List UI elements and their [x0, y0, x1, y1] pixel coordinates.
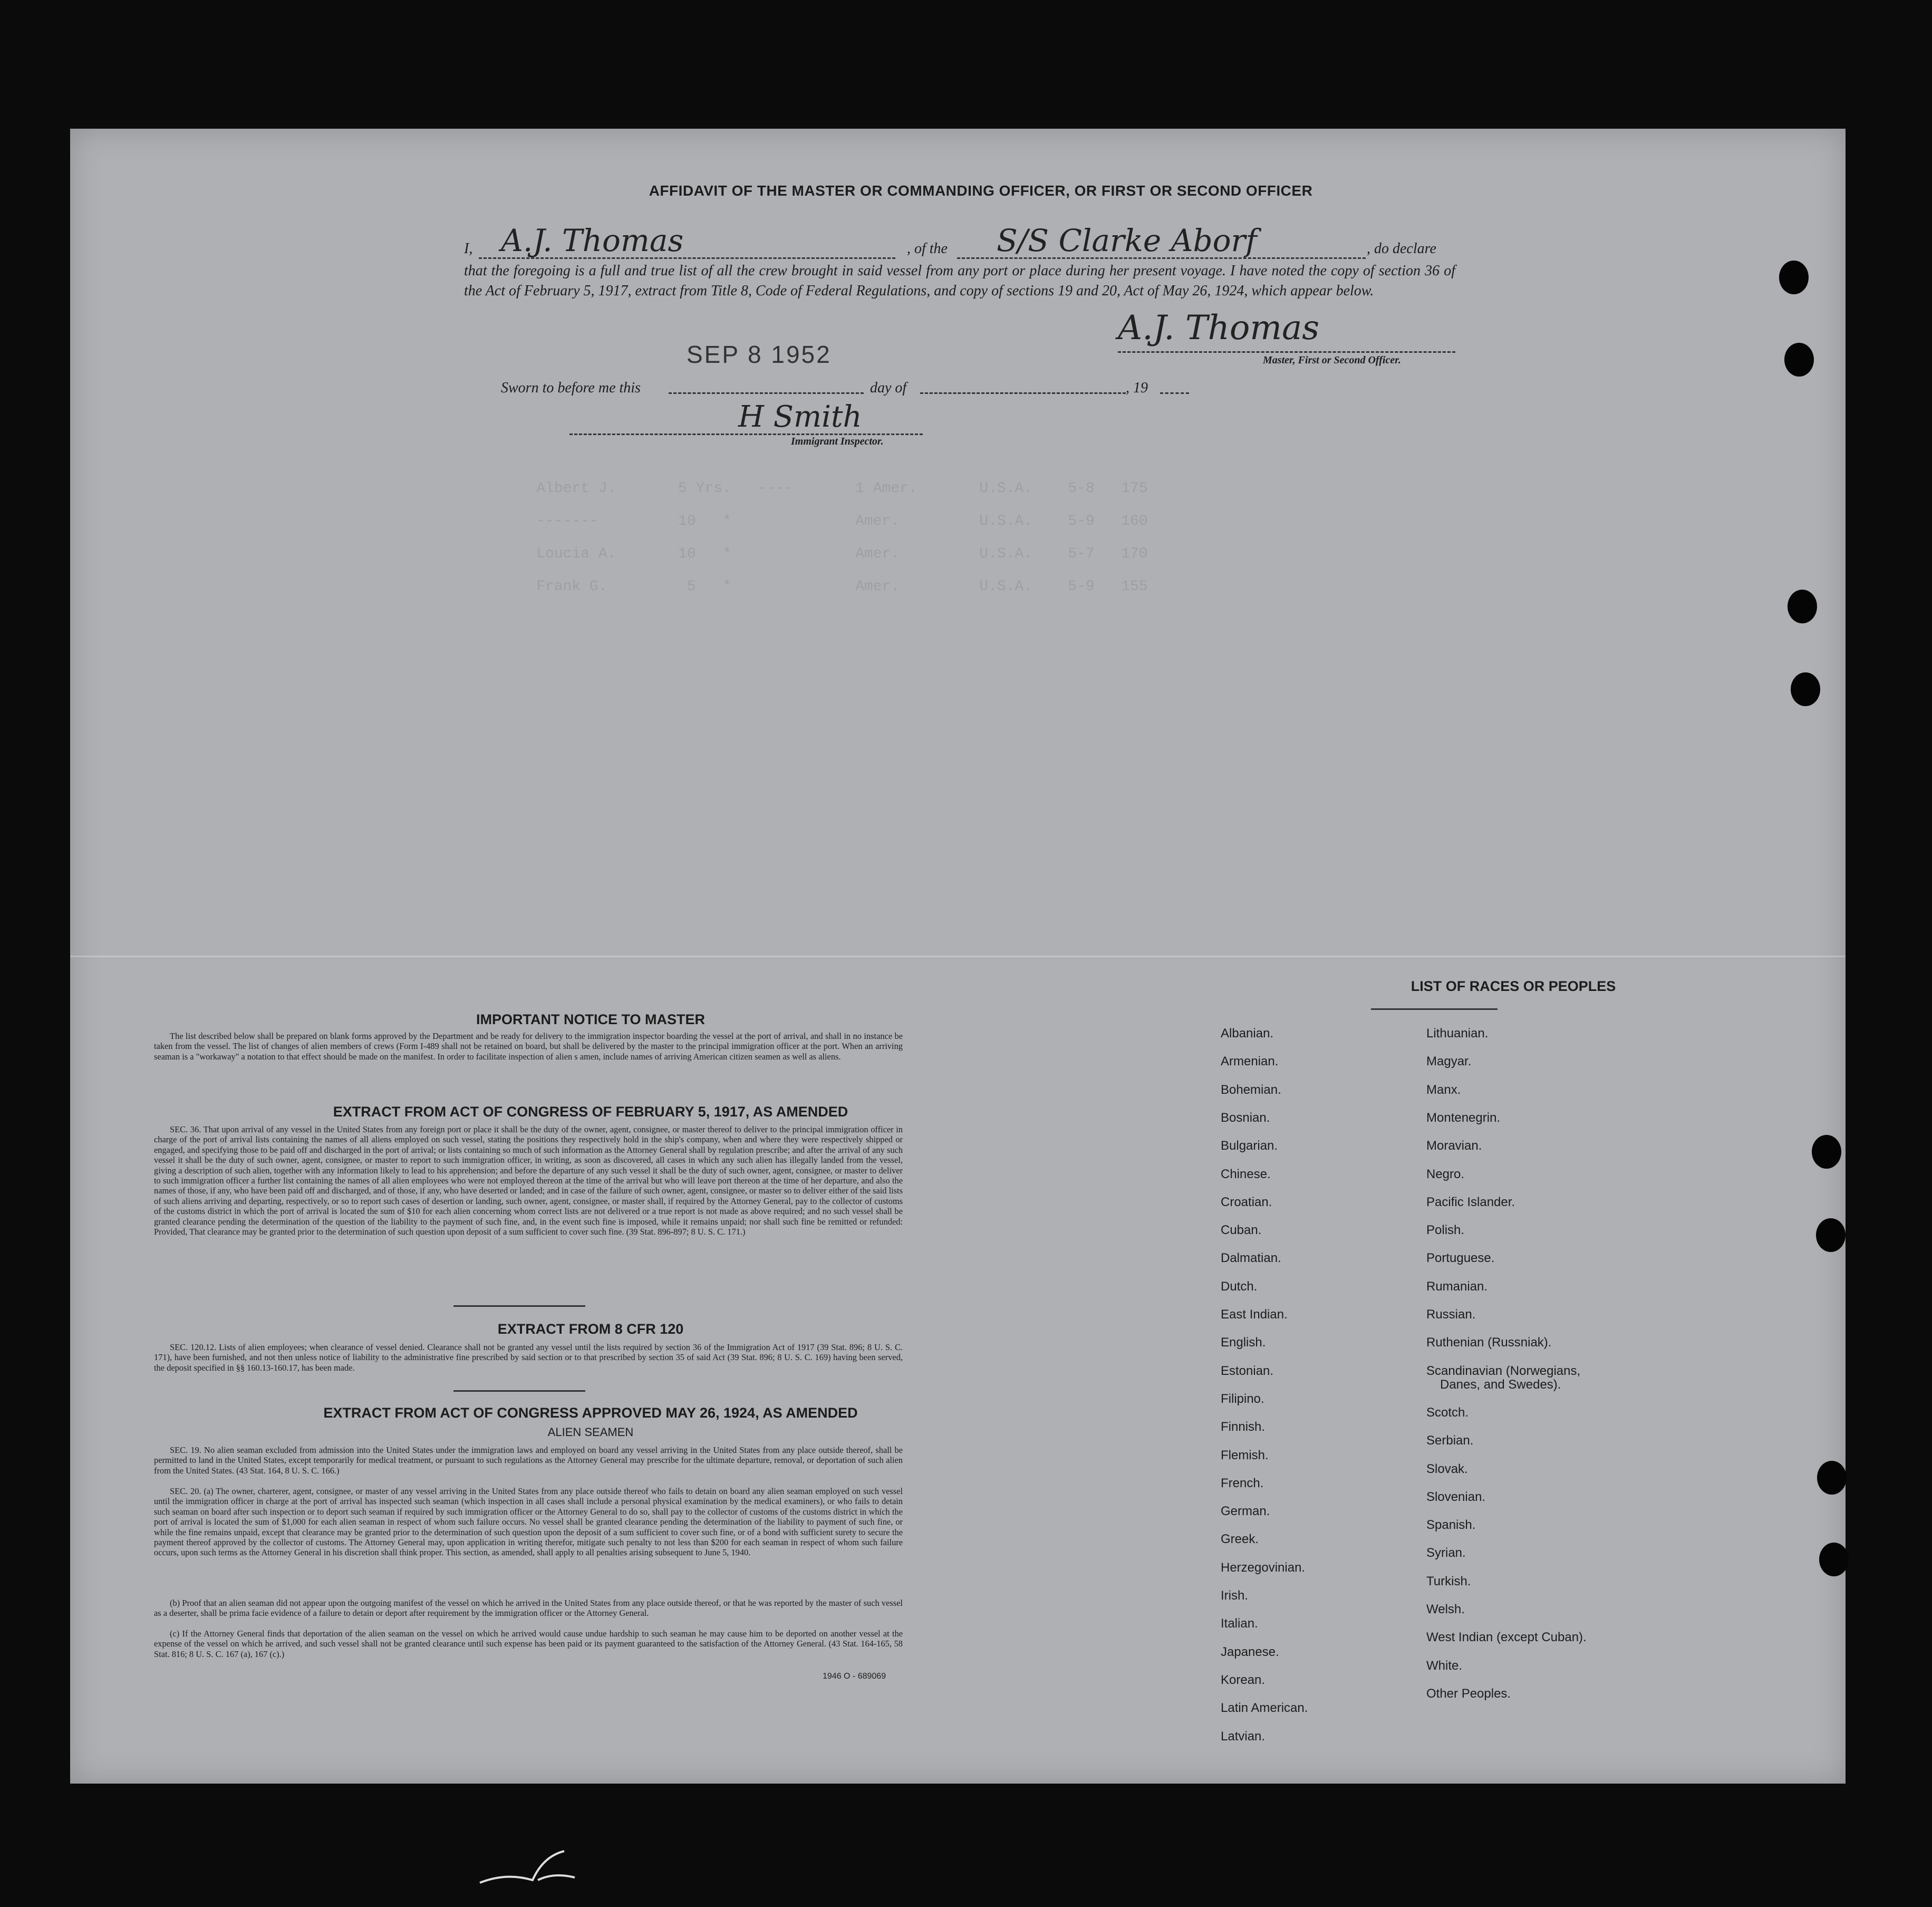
signer-handwritten: A.J. Thomas	[501, 223, 684, 258]
notice-text: The list described below shall be prepared on blank forms approved by the Department and be ready for delivery to the immigration inspector boarding the vessel at the port of arrival, and shall in no instance be taken from the vessel. The list of changes of alien members of crews (Form I-489 shall not be retained on board, but shall be delivered by the master to the principal immigration officer at the port. When an arriving seaman is a "workaway" a notation to that effect should be made on the manifest. In order to facilitate inspection of alien s amen, include names of arriving American citizen seamen as well as aliens.	[154, 1031, 903, 1062]
sec-20a-text: SEC. 20. (a) The owner, charterer, agent, consignee, or master of any vessel arriving in the United States from any place outside thereof who fails to detain on board any alien seaman employed on such vessel until the immigration officer in charge at the port of arrival has inspected such seaman (which inspection in all cases shall include a personal physical examination by the medical examiners), or who fails to detain such seaman on board after such inspection or to deport such seaman if required by such immigration officer or the Attorney General to do so, shall pay to the collector of customs of the customs district in which the port of arrival is located the sum of $1,000 for each alien seaman in respect of whom such failure occurs. No vessel shall be granted clearance pending the determination of the liability to payment of such fine, or while the fine remains unpaid, except that clearance may be granted prior to the determination of such question upon the deposit of a sum sufficient to cover such fine, or of a bond with sufficient surety to secure the payment thereof approved by the collector of customs. The Attorney General may, upon application in writing therefor, mitigate such penalty to not less than $200 for each seaman in respect of whom such failure occurs, upon such terms as the Attorney General in his discretion shall think proper. This section, as amended, shall apply to all penalties arising subsequent to June 5, 1940.	[154, 1486, 903, 1558]
extract-1924-title: EXTRACT FROM ACT OF CONGRESS APPROVED MAY 26, 1924, AS AMENDED	[323, 1405, 858, 1421]
race-item: Latin American.	[1221, 1701, 1308, 1716]
of-the-label: , of the	[907, 240, 948, 257]
race-item: Turkish.	[1426, 1574, 1471, 1588]
race-item: Negro.	[1426, 1167, 1465, 1181]
extract-1917-text: SEC. 36. That upon arrival of any vessel in the United States from any foreign port or place it shall be the duty of the owner, agent, consignee, or master thereof to deliver to the principal immigration officer in charge of the port of arrival lists containing the names of all aliens employed on such vessel, stating the positions they respectively hold in the ship's company, when and where they were respectively shipped or engaged, and specifying those to be paid off and discharged in the port of arrival; or lists containing so much of such information as the Attorney General shall by regulation prescribe; and after the arrival of any such vessel it shall be the duty of such owner, agent, consignee, or master to report to such immigration officer, in writing, as soon as discovered, all cases in which any such alien has illegally landed from the vessel, giving a description of such alien, together with any information likely to lead to his apprehension; and before the departure of any such vessel it shall be the duty of such owner, agent, consignee, or master to deliver to such immigration officer a further list containing the names of all alien employees who were not employed thereon at the time of the arrival but who will leave port thereon at the time of her departure, and also the names of those, if any, who have been paid off and discharged, and of those, if any, who have deserted or landed; and in case of the failure of such owner, agent, consignee, or master so to deliver either of the said lists of such aliens arriving and departing, respectively, or so to report such cases of desertion or landing, such owner, agent, consignee, or master shall, if required by the Attorney General, pay to the collector of customs of the customs district in which the port of arrival is located the sum of $10 for each alien concerning whom correct lists are not delivered or a true report is not made as above required; and no such vessel shall be granted clearance pending the determination of the question of the liability to the payment of such fine, and, in the event such fine is imposed, while it remains unpaid; nor shall such fine be remitted or refunded: Provided, That clearance may be granted prior to the determination of such question upon deposit of a sum sufficient to cover such fine. (39 Stat. 896-897; 8 U. S. C. 171.)	[154, 1124, 903, 1237]
extract-cfr-text: SEC. 120.12. Lists of alien employees; when clearance of vessel denied. Clearance shall not be granted any vessel until the lists required by section 36 of the Immigration Act of 1917 (39 Stat. 896; 8 U. S. C. 171), have been furnished, and not then unless notice of liability to the administrative fine prescribed by said section or to that prescribed by section 35 of said Act (39 Stat. 896; 8 U. S. C. 169) having been served, the deposit specified in §§ 160.13-160.17, has been made.	[154, 1342, 903, 1373]
races-rule	[1371, 1008, 1498, 1010]
race-item: East Indian.	[1221, 1307, 1288, 1322]
extract-1924-subtitle: ALIEN SEAMEN	[547, 1426, 634, 1439]
extract-1917-title: EXTRACT FROM ACT OF CONGRESS OF FEBRUARY 5, 1917, AS AMENDED	[333, 1104, 848, 1120]
race-item: Ruthenian (Russniak).	[1426, 1335, 1552, 1350]
race-item: Italian.	[1221, 1616, 1258, 1631]
date-stamp: SEP 8 1952	[687, 341, 832, 368]
race-item: Herzegovinian.	[1221, 1560, 1306, 1575]
section-rule	[453, 1305, 585, 1307]
race-item: English.	[1221, 1335, 1266, 1350]
race-item: Finnish.	[1221, 1420, 1266, 1434]
race-item: Latvian.	[1221, 1729, 1266, 1744]
race-item: French.	[1221, 1476, 1264, 1490]
punch-hole	[1779, 261, 1809, 294]
race-item: Montenegrin.	[1426, 1110, 1501, 1125]
punch-hole	[1819, 1543, 1849, 1576]
race-item: Chinese.	[1221, 1167, 1271, 1181]
race-item: Rumanian.	[1426, 1279, 1488, 1294]
form-code: 1946 O - 689069	[823, 1672, 886, 1681]
sec-20c-text: (c) If the Attorney General finds that deportation of the alien seaman on the vessel on which he arrived would cause undue hardship to such seaman he may cause him to be deported on another vessel at the expense of the vessel on which he arrived, and such vessel shall not be granted clearance until such expense has been paid or its payment guaranteed to the satisfaction of the Attorney General. (43 Stat. 164-165, 58 Stat. 816; 8 U. S. C. 167 (a), 167 (c).)	[154, 1629, 903, 1659]
races-title: LIST OF RACES OR PEOPLES	[1411, 978, 1616, 994]
section-rule	[453, 1390, 585, 1392]
race-item: Armenian.	[1221, 1054, 1279, 1069]
race-item: Lithuanian.	[1426, 1026, 1489, 1041]
inspector-caption: Immigrant Inspector.	[791, 436, 884, 447]
vessel-handwritten: S/S Clarke Aborf	[997, 223, 1257, 258]
race-item: West Indian (except Cuban).	[1426, 1630, 1587, 1645]
punch-hole	[1812, 1135, 1841, 1169]
race-item: Syrian.	[1426, 1546, 1466, 1561]
race-item: Estonian.	[1221, 1363, 1274, 1378]
race-item: Slovenian.	[1426, 1489, 1486, 1504]
punch-hole	[1791, 672, 1820, 706]
race-item: Dalmatian.	[1221, 1251, 1281, 1266]
race-item: Russian.	[1426, 1307, 1476, 1322]
do-declare-label: , do declare	[1367, 240, 1436, 257]
race-item: Irish.	[1221, 1588, 1249, 1603]
race-item: Cuban.	[1221, 1223, 1262, 1238]
day-of-label: day of	[870, 380, 907, 396]
race-item: Albanian.	[1221, 1026, 1274, 1041]
notice-title: IMPORTANT NOTICE TO MASTER	[476, 1012, 705, 1027]
master-signature: A.J. Thomas	[1118, 309, 1320, 348]
punch-hole	[1788, 590, 1817, 623]
inspector-signature-line	[569, 434, 923, 435]
extract-cfr-title: EXTRACT FROM 8 CFR 120	[497, 1321, 684, 1337]
punch-hole	[1784, 343, 1814, 377]
bleed-through-text: Albert J. 5 Yrs. ---- 1 Amer. U.S.A. 5-8 175 ------- 10 * Amer. U.S.A. 5-9 160 Loucia A. 10 * Amer. U.S.A. 5-7 170 Frank G. 5 * Amer. U.S.A. 5-9 155	[536, 480, 1148, 595]
master-caption: Master, First or Second Officer.	[1263, 354, 1401, 366]
race-item: Magyar.	[1426, 1054, 1472, 1069]
punch-hole	[1816, 1218, 1846, 1252]
race-item: Polish.	[1426, 1223, 1465, 1238]
race-item: Manx.	[1426, 1082, 1461, 1097]
race-item: Greek.	[1221, 1532, 1259, 1547]
year-label: , 19	[1126, 380, 1148, 396]
declaration-line	[464, 223, 1455, 263]
race-item: Welsh.	[1426, 1602, 1465, 1616]
race-item: White.	[1426, 1658, 1463, 1673]
race-item: Croatian.	[1221, 1195, 1272, 1209]
master-signature-line	[1118, 351, 1455, 353]
fold-crease	[70, 956, 1846, 957]
pen-mark	[475, 1841, 591, 1899]
race-item: Bosnian.	[1221, 1110, 1270, 1125]
race-item: Filipino.	[1221, 1391, 1264, 1406]
punch-hole	[1817, 1461, 1847, 1495]
race-item: Flemish.	[1221, 1448, 1269, 1462]
race-item: German.	[1221, 1504, 1270, 1519]
race-item: Pacific Islander.	[1426, 1195, 1515, 1209]
sworn-label: Sworn to before me this	[501, 380, 641, 396]
race-item: Scotch.	[1426, 1405, 1469, 1420]
race-item: Bulgarian.	[1221, 1139, 1278, 1153]
race-item: Other Peoples.	[1426, 1686, 1511, 1701]
race-item: Dutch.	[1221, 1279, 1258, 1294]
race-item: Slovak.	[1426, 1461, 1468, 1476]
affidavit-title: AFFIDAVIT OF THE MASTER OR COMMANDING OFFICER, OR FIRST OR SECOND OFFICER	[649, 182, 1313, 199]
sec-19-text: SEC. 19. No alien seaman excluded from admission into the United States under the immigration laws and employed on board any vessel arriving in the United States from any place outside thereof, shall be permitted to land in the United States, except temporarily for medical treatment, or pursuant to such regulations as the Attorney General may prescribe for the ultimate departure, removal, or deportation of such alien from the United States. (43 Stat. 164, 8 U. S. C. 166.)	[154, 1445, 903, 1476]
race-item: Portuguese.	[1426, 1251, 1495, 1266]
race-item: Serbian.	[1426, 1433, 1474, 1448]
sworn-year-blank	[1160, 392, 1189, 394]
inspector-signature: H Smith	[738, 400, 862, 434]
intro-i: I,	[464, 240, 473, 257]
race-item: Scandinavian (Norwegians,	[1426, 1363, 1581, 1378]
sec-20b-text: (b) Proof that an alien seaman did not appear upon the outgoing manifest of the vessel on which he arrived in the United States from any place outside thereof, or that he was reported by the master of such vessel as a deserter, shall be prima facie evidence of a failure to detain or deport after requirement by the immigration officer or the Attorney General.	[154, 1598, 903, 1619]
race-item: Bohemian.	[1221, 1082, 1281, 1097]
race-item: Korean.	[1221, 1672, 1266, 1687]
race-item: Moravian.	[1426, 1139, 1482, 1153]
affidavit-paragraph: that the foregoing is a full and true list of all the crew brought in said vessel from any port or place during her present voyage. I have noted the copy of section 36 of the Act of February 5, 1917, extract from Title 8, Code of Federal Regulations, and copy of sections 19 and 20, Act of May 26, 1924, which appear below.	[464, 263, 1455, 299]
race-item: Japanese.	[1221, 1644, 1279, 1659]
race-item: Spanish.	[1426, 1518, 1476, 1533]
race-item: Danes, and Swedes).	[1440, 1377, 1561, 1392]
sworn-day-blank	[669, 392, 864, 394]
sworn-month-blank	[920, 392, 1126, 394]
